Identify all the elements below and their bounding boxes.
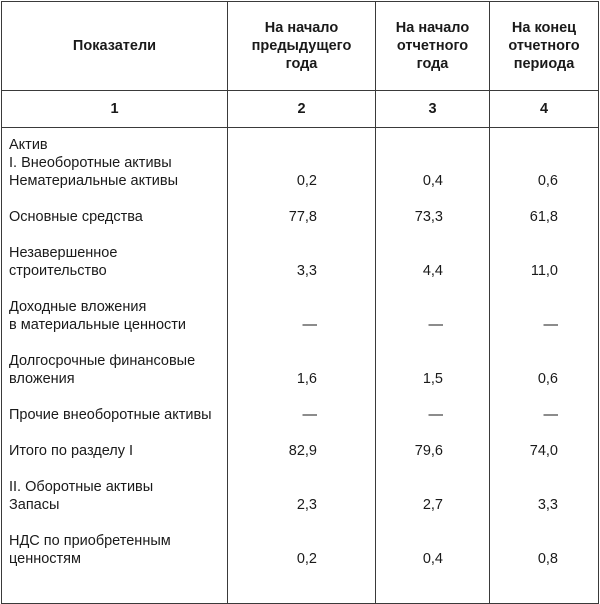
label-income-investments-1: Доходные вложения — [9, 299, 147, 315]
header-start-previous-year: На начало предыдущего года — [228, 2, 376, 91]
header-row — [2, 2, 599, 91]
value-cell: 74,0 — [529, 443, 558, 459]
value-cell: — — [543, 317, 558, 333]
label-income-investments-2: в материальные ценности — [9, 317, 187, 333]
label-construction-1: Незавершенное — [9, 245, 118, 261]
value-cell: 79,6 — [414, 443, 443, 459]
value-cell: — — [302, 407, 317, 423]
values-end-reporting-period — [490, 128, 599, 604]
value-cell: — — [543, 407, 558, 423]
value-cell: 4,4 — [422, 263, 443, 279]
label-vat-1: НДС по приобретенным — [9, 533, 171, 549]
value-cell: 0,6 — [537, 371, 558, 387]
value-cell: 1,6 — [296, 371, 317, 387]
label-vat-2: ценностям — [9, 551, 81, 567]
values-start-previous-year — [228, 128, 376, 604]
label-long-term-fin-2: вложения — [9, 371, 75, 387]
value-cell: 0,8 — [537, 551, 558, 567]
value-cell: 61,8 — [529, 209, 558, 225]
value-cell: 0,2 — [296, 551, 317, 567]
values-start-reporting-year — [376, 128, 490, 604]
header-indicators: Показатели — [2, 2, 228, 91]
column-number-row — [2, 91, 599, 128]
label-assets: Актив — [9, 137, 48, 153]
value-cell: 0,4 — [422, 173, 443, 189]
label-section2: II. Оборотные активы — [9, 479, 154, 495]
label-other-noncurrent: Прочие внеоборотные активы — [9, 407, 212, 423]
value-cell: 82,9 — [288, 443, 317, 459]
value-cell: — — [428, 317, 443, 333]
column-number-2: 2 — [228, 91, 376, 128]
value-cell: 2,3 — [296, 497, 317, 513]
header-end-reporting-period: На конец отчетного периода — [490, 2, 599, 91]
balance-sheet-table — [1, 1, 599, 604]
header-start-reporting-year: На начало отчетного года — [376, 2, 490, 91]
value-cell: 11,0 — [530, 263, 558, 279]
value-cell: 1,5 — [422, 371, 443, 387]
value-cell: 3,3 — [296, 263, 317, 279]
label-section1: I. Внеоборотные активы — [9, 155, 172, 171]
label-fixed-assets: Основные средства — [9, 209, 143, 225]
labels-cell — [2, 128, 228, 604]
label-total-section1: Итого по разделу I — [9, 443, 134, 459]
label-long-term-fin-1: Долгосрочные финансовые — [9, 353, 196, 369]
value-cell: 3,3 — [537, 497, 558, 513]
label-intangible: Нематериальные активы — [9, 173, 178, 189]
label-inventories: Запасы — [9, 497, 60, 513]
column-number-4: 4 — [490, 91, 599, 128]
column-number-3: 3 — [376, 91, 490, 128]
value-cell: 0,4 — [422, 551, 443, 567]
value-cell: 77,8 — [288, 209, 317, 225]
value-cell: 0,6 — [537, 173, 558, 189]
value-cell: — — [428, 407, 443, 423]
value-cell: 73,3 — [414, 209, 443, 225]
label-construction-2: строительство — [9, 263, 107, 279]
value-cell: 2,7 — [422, 497, 443, 513]
value-cell: — — [302, 317, 317, 333]
value-cell: 0,2 — [296, 173, 317, 189]
column-number-1: 1 — [2, 91, 228, 128]
data-row — [2, 128, 599, 604]
